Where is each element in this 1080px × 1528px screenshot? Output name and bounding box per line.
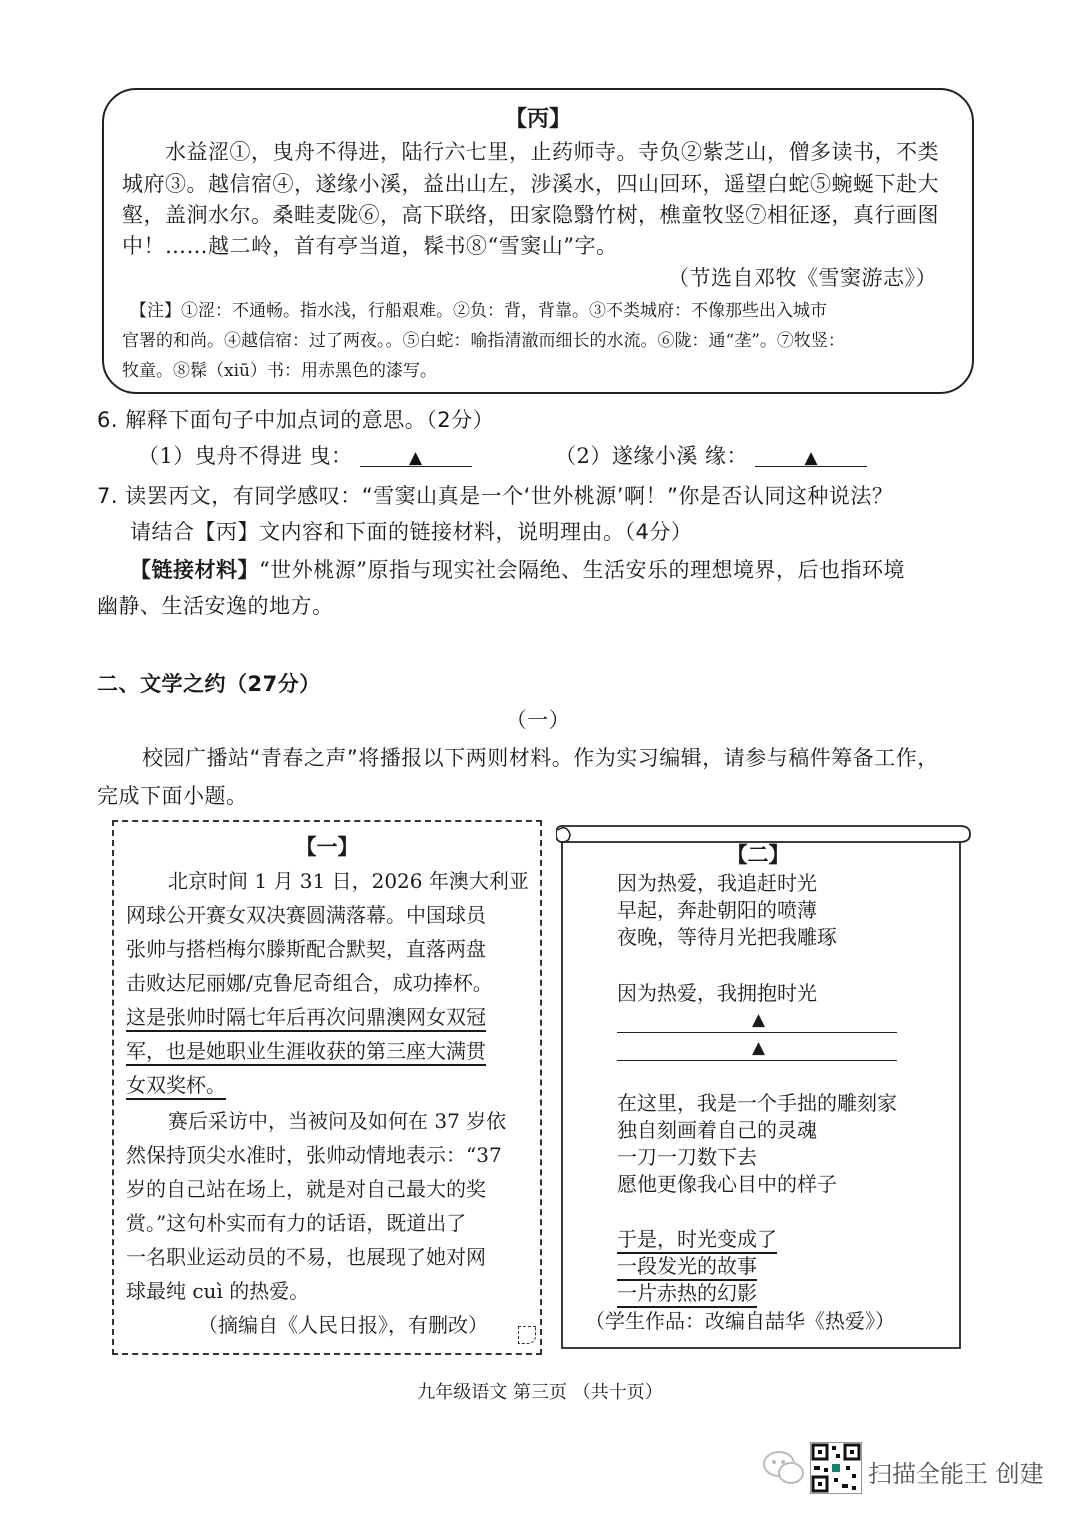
qr-code-icon	[810, 1442, 862, 1494]
m2-s4-line-2: 一段发光的故事	[617, 1254, 757, 1278]
section2-intro-2: 完成下面小题。	[97, 784, 248, 808]
passage-line-1: 水益涩①，曳舟不得进，陆行六七里，止药师寺。寺负②紫芝山，僧多读书，不类	[165, 140, 939, 164]
material-one-heading: 【一】	[295, 835, 359, 859]
m2-answer-line-1[interactable]	[617, 1032, 897, 1033]
q7-line-1: 7. 读罢丙文，有同学感叹：“雪窦山真是一个‘世外桃源’啊！”你是否认同这种说法？	[97, 484, 894, 508]
page-curl-decoration	[518, 1326, 536, 1344]
q6-stem: 6. 解释下面句子中加点词的意思。（2分）	[97, 408, 495, 432]
m2-s4-line-3: 一片赤热的幻影	[617, 1281, 757, 1305]
m1-line-8: 赏。”这句朴实而有力的话语，既道出了	[126, 1211, 467, 1235]
m2-s4-line-1: 于是，时光变成了	[617, 1227, 777, 1251]
watermark	[760, 1432, 1060, 1512]
m1-line-10: 球最纯 cuì 的热爱。	[126, 1279, 310, 1303]
m1-line-1: 北京时间 1 月 31 日，2026 年澳大利亚	[168, 869, 529, 893]
page-footer: 九年级语文 第三页 （共十页）	[417, 1382, 663, 1403]
m1-source: （摘编自《人民日报》，有删改）	[198, 1313, 488, 1337]
q7-link-text-2: 幽静、生活安逸的地方。	[97, 594, 334, 618]
triangle-icon: ▲	[408, 448, 423, 468]
material-two-heading: 【二】	[726, 843, 790, 867]
m2-s3-line-2: 独自刻画着自己的灵魂	[617, 1118, 817, 1142]
q7-link	[130, 554, 905, 586]
q6-answer-blank-1[interactable]	[360, 440, 472, 467]
m2-s3-line-4: 愿他更像我心目中的样子	[617, 1172, 837, 1196]
passage-line-3: 壑，盖涧水尔。桑畦麦陇⑥，高下联络，田家隐翳竹树，樵童牧竖⑦相征逐，真行画图	[122, 203, 939, 227]
q7-link-label: 【链接材料】	[130, 558, 259, 582]
q7-link-text: “世外桃源”原指与现实社会隔绝、生活安乐的理想境界，后也指环境	[259, 558, 905, 582]
q7-line-2: 请结合【丙】文内容和下面的链接材料，说明理由。（4分）	[130, 520, 693, 544]
m1-line-2: 网球公开赛女双决赛圆满落幕。中国球员	[126, 903, 486, 927]
m2-s2-line-1: 因为热爱，我拥抱时光	[617, 981, 817, 1005]
passage-note-1: 【注】①涩：不通畅。指水浅，行船艰难。②负：背，背靠。③不类城府：不像那些出入城市	[130, 301, 827, 321]
triangle-icon: ▲	[752, 1038, 766, 1058]
m1-underlined-3: 女双奖杯。	[126, 1073, 226, 1097]
m1-line-5: 赛后采访中，当被问及如何在 37 岁依	[168, 1109, 507, 1133]
section2-title: 二、文学之约（27分）	[97, 672, 321, 696]
m2-s1-line-1: 因为热爱，我追赶时光	[617, 871, 817, 895]
m2-s3-line-3: 一刀一刀数下去	[617, 1145, 757, 1169]
m2-s1-line-2: 早起，奔赴朝阳的喷薄	[617, 898, 817, 922]
passage-note-3: 牧童。⑧髹（xiū）书：用赤黑色的漆写。	[122, 361, 437, 381]
q6-part1	[138, 440, 472, 472]
q6-part1-label: （1）曳舟不得进 曳：	[138, 444, 353, 468]
q6-part2	[555, 440, 867, 472]
m2-s3-line-1: 在这里，我是一个手拙的雕刻家	[617, 1091, 897, 1115]
m1-line-3: 张帅与搭档梅尔滕斯配合默契，直落两盘	[126, 937, 486, 961]
q6-answer-blank-2[interactable]	[755, 440, 867, 467]
passage-line-4: 中！……越二岭，首有亭当道，髹书⑧“雪窦山”字。	[122, 234, 618, 258]
section2-subtitle: （一）	[505, 708, 571, 732]
q6-part2-label: （2）遂缘小溪 缘：	[555, 444, 749, 468]
m2-source: （学生作品：改编自喆华《热爱》）	[585, 1309, 895, 1333]
m2-s1-line-3: 夜晚，等待月光把我雕琢	[617, 925, 837, 949]
passage-heading: 【丙】	[504, 107, 571, 132]
m1-underlined-2: 军，也是她职业生涯收获的第三座大满贯	[126, 1039, 486, 1063]
m1-line-9: 一名职业运动员的不易，也展现了她对网	[126, 1245, 486, 1269]
m2-answer-line-2[interactable]	[617, 1060, 897, 1061]
m1-line-6: 然保持顶尖水准时，张帅动情地表示：“37	[126, 1143, 502, 1167]
passage-note-2: 官署的和尚。④越信宿：过了两夜。。⑤白蛇：喻指清澈而细长的水流。⑥陇：通“垄”。⑦牧竖：	[122, 331, 845, 351]
triangle-icon: ▲	[804, 448, 819, 468]
triangle-icon: ▲	[752, 1010, 766, 1030]
m1-underlined-1: 这是张帅时隔七年后再次问鼎澳网女双冠	[126, 1005, 486, 1029]
passage-line-2: 城府③。越信宿④，遂缘小溪，益出山左，涉溪水，四山回环，遥望白蛇⑤蜿蜒下赴大	[122, 172, 939, 196]
wechat-icon	[762, 1448, 806, 1488]
m1-line-4: 击败达尼丽娜/克鲁尼奇组合，成功捧杯。	[126, 971, 493, 995]
passage-source: （节选自邓牧《雪窦游志》）	[668, 266, 937, 290]
section2-intro-1: 校园广播站“青春之声”将播报以下两则材料。作为实习编辑，请参与稿件筹备工作，	[142, 746, 939, 770]
m1-line-7: 岁的自己站在场上，就是对自己最大的奖	[126, 1177, 486, 1201]
watermark-text: 扫描全能王 创建	[868, 1460, 1044, 1488]
